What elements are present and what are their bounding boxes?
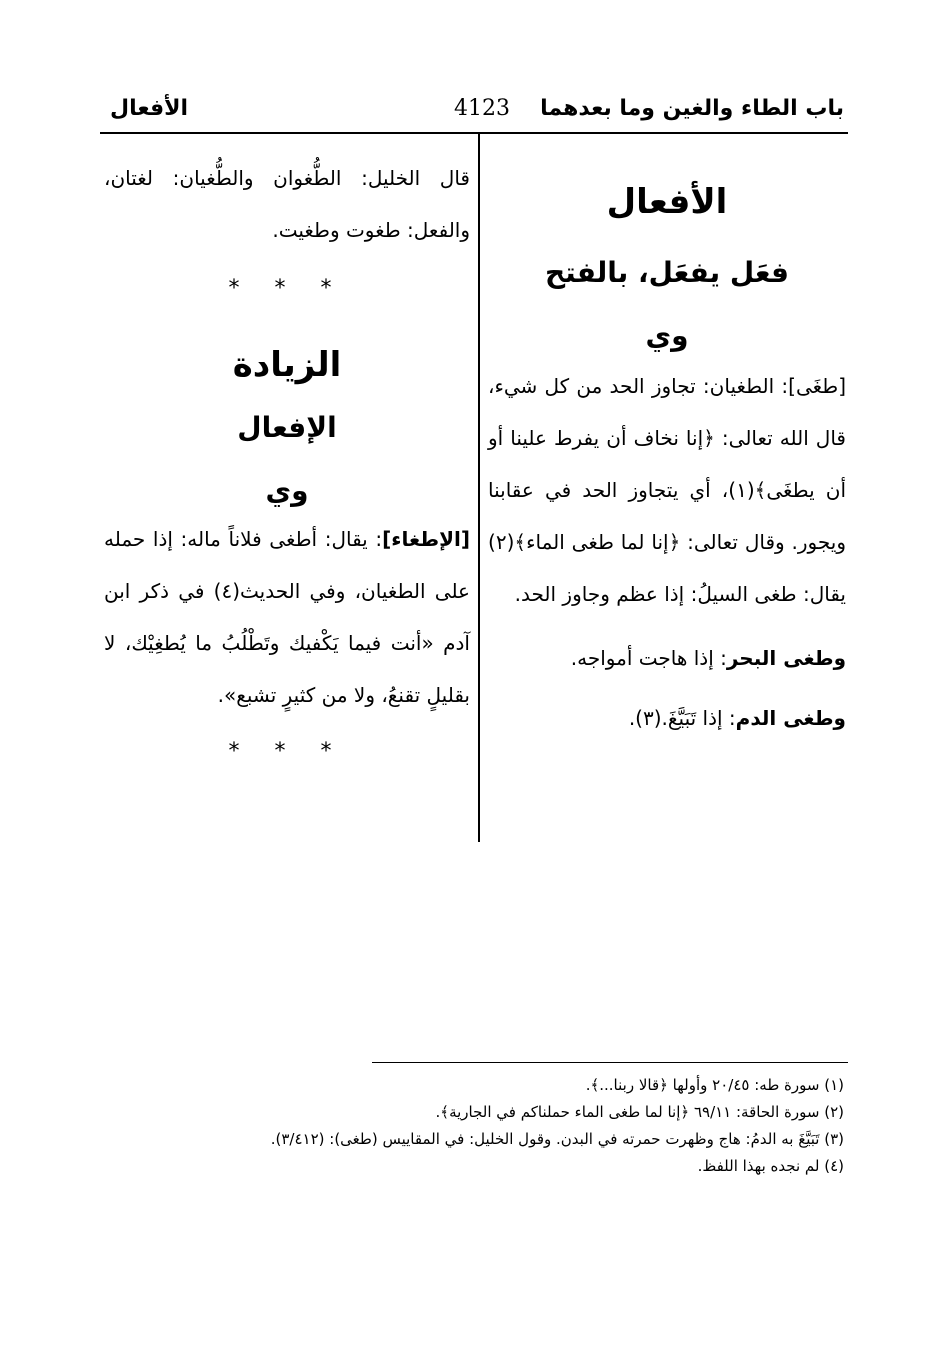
running-header-section: الأفعال [110,96,189,121]
left-column-subtitle: الإفعال [237,411,337,444]
entry-itgha-text: : يقال: أطغى فلاناً ماله: إذا حمله على الطغيان، وفي الحديث(٤) في ذكر ابن آدم «أنت فيما يَكْفيك وتَطْلُبُ ما يُطغِيْك، لا بقليلٍ تقنعُ، ولا من كثيرٍ تشبع». [104,527,470,707]
footnote-2: (٢) سورة الحاقة: ٦٩/١١ ﴿إنا لما طغى الماء حملناكم في الجارية﴾. [435,1103,844,1121]
footnote-4: (٤) لم نجده بهذا اللفظ. [697,1157,844,1175]
left-column-section: وي [265,474,309,507]
footnote-3: (٣) تَبَيَّغَ به الدمُ: هاج وظهرت حمرته في البدن. وقول الخليل: في المقاييس (طغى): (٣/٤١٢). [270,1130,844,1148]
khalil-paragraph: قال الخليل: الطُّغوان والطُّغيان: لغتان، والفعل: طغوت وطغيت. [104,166,470,242]
entry-itgha-paragraph [104,513,470,721]
footnote-rule [372,1062,848,1063]
section-separator-bottom: * * * [228,739,346,764]
right-column-title: الأفعال [606,182,728,222]
entry-tagha-paragraph: [طغَى]: الطغيان: تجاوز الحد من كل شيء، قال الله تعالى: ﴿إنا نخاف أن يفرط علينا أو أن يطغَى﴾(١)، أي يتجاوز الحد في عقابنا ويجور. وقال تعالى: ﴿إنا لما طغى الماء﴾(٢) يقال: طغى السيلُ: إذا عظم وجاوز الحد. [488,374,846,606]
column-divider [478,134,480,842]
page-number: 4123 [454,96,510,121]
right-column [488,148,846,744]
entry-blood-line [488,692,846,744]
entry-blood-text: : إذا تَبَيَّغَ.(٣). [628,706,736,730]
header-rule [100,132,848,134]
left-column [104,148,470,764]
entry-sea-label: وطغى البحر [726,646,846,670]
right-column-subtitle: فعَل يفعَل، بالفتح [544,256,790,289]
entry-itgha-label: [الإطغاء] [382,527,470,551]
left-column-title: الزيادة [232,345,342,385]
entry-blood-label: وطغى الدم [735,706,846,730]
entry-sea-line [488,632,846,684]
section-separator-top: * * * [228,276,346,301]
entry-sea-text: : إذا هاجت أمواجه. [570,646,727,670]
right-column-section: وي [645,319,689,352]
footnotes [84,1072,844,1180]
footnote-1: (١) سورة طه: ٢٠/٤٥ وأولها ﴿قالا ربنا...﴾. [585,1076,844,1094]
running-header-chapter: باب الطاء والغين وما بعدهما [540,96,844,121]
